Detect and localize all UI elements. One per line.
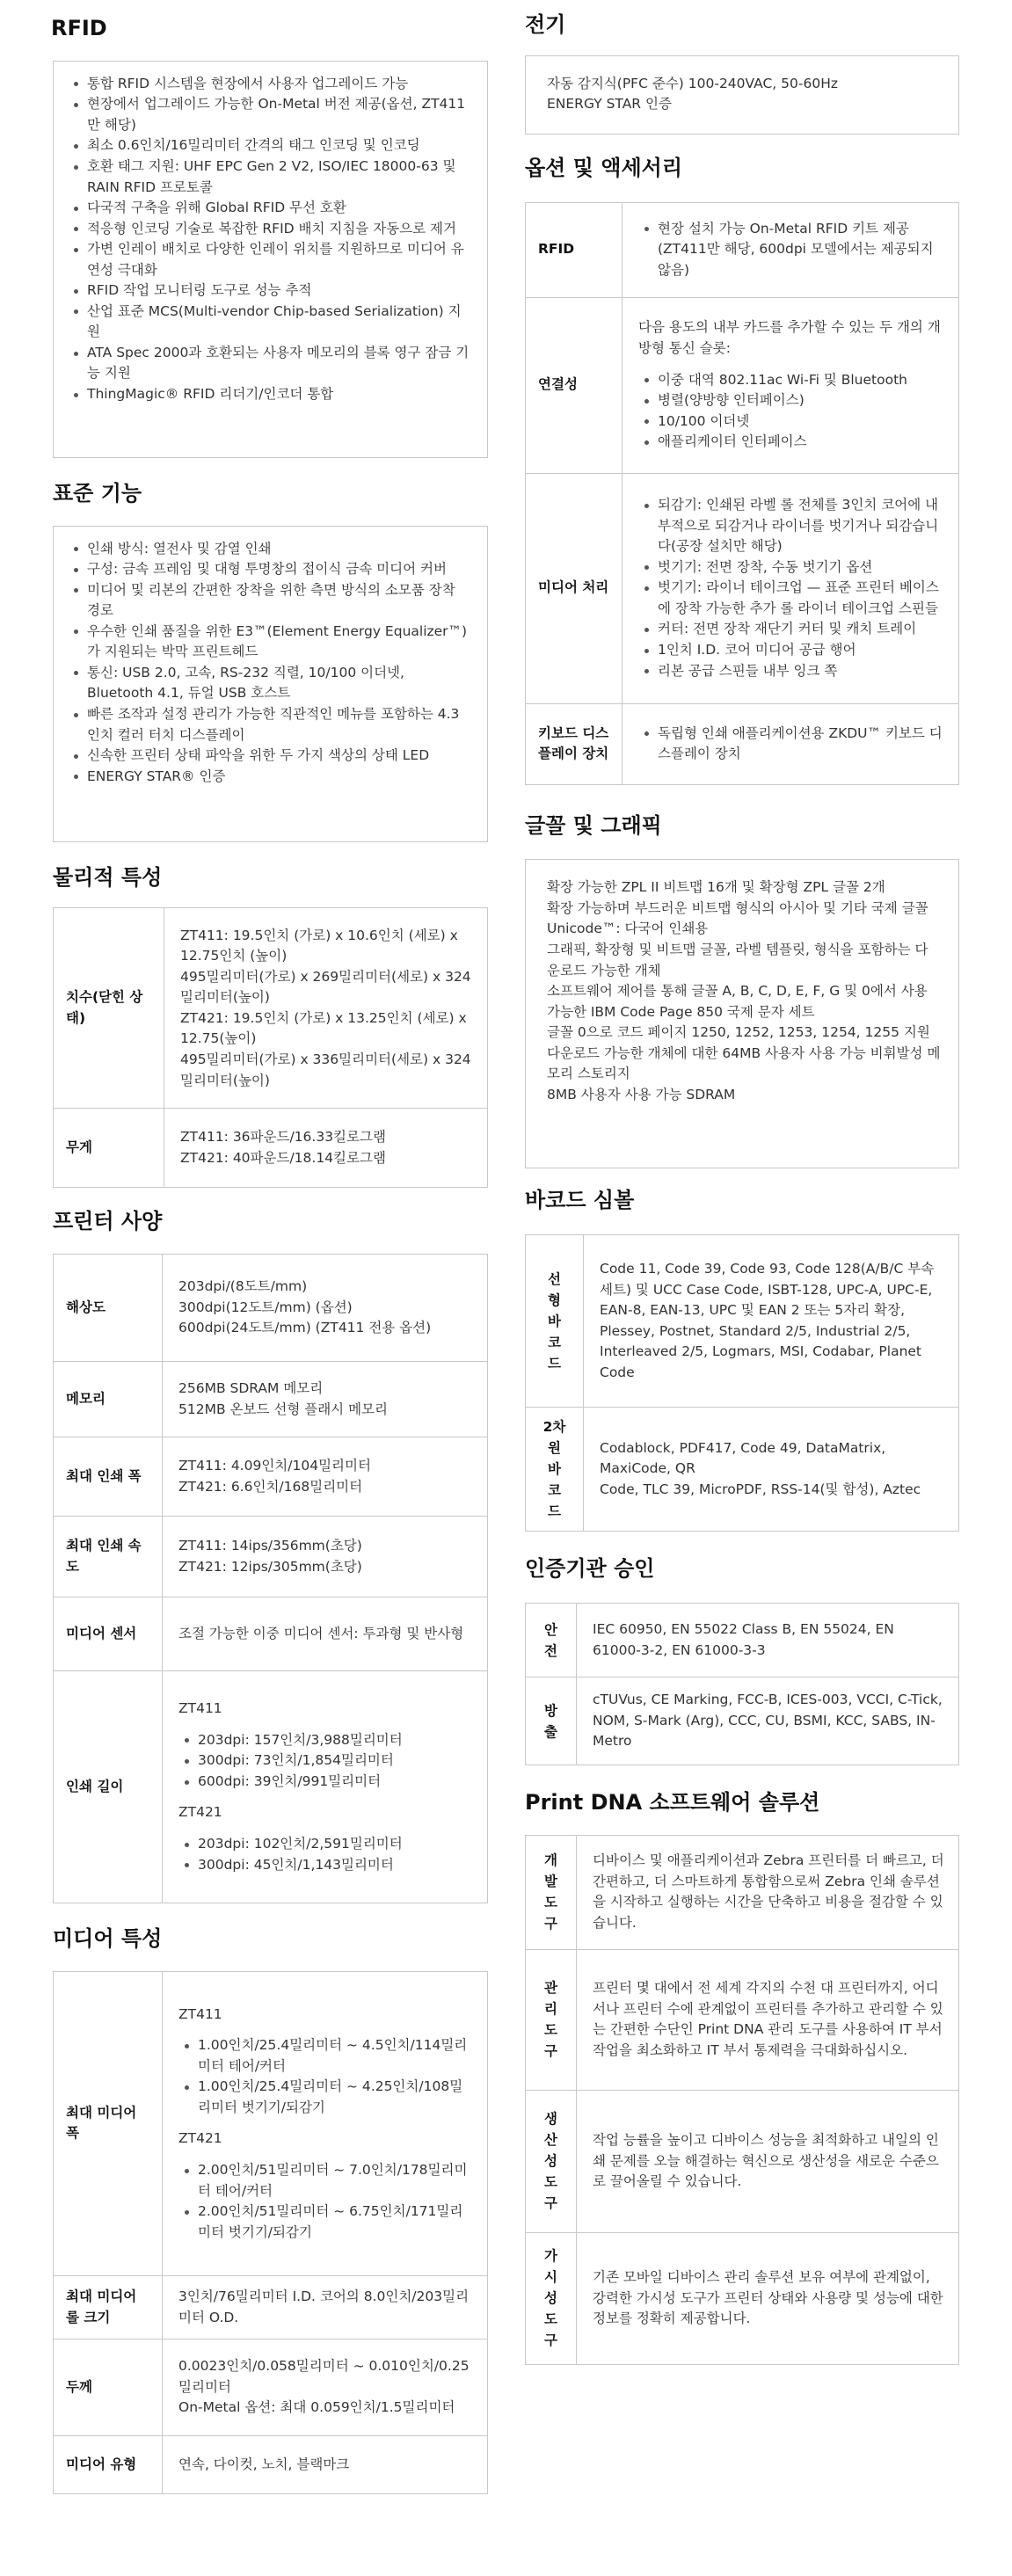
list-item: 커터: 전면 장착 재단기 커터 및 캐치 트레이: [638, 619, 946, 640]
spec-value-line: 600dpi(24도트/mm) (ZT411 전용 옵션): [178, 1320, 432, 1336]
list-item: ATA Spec 2000과 호환되는 사용자 메모리의 블록 영구 잠금 기능 지원: [68, 343, 470, 384]
list-item: 되감기: 인쇄된 라벨 롤 전체를 3인치 코어에 내부적으로 되감거나 라이너를 벗기거나 되감습니다(공장 설치만 해당): [638, 495, 946, 557]
spec-row: [526, 1604, 959, 1677]
section-title-cert: 인증기관 승인: [525, 1556, 655, 1582]
spec-key: 최대 인쇄 폭: [54, 1437, 163, 1517]
length-list-zt421: [178, 1834, 475, 1875]
spec-row: [54, 1109, 488, 1188]
list-item: 적응형 인코딩 기술로 복잡한 RFID 배치 지침을 자동으로 제거: [68, 219, 470, 240]
list-item: 최소 0.6인치/16밀리미터 간격의 태그 인코딩 및 인코딩: [68, 135, 470, 156]
options-table: [525, 202, 959, 785]
list-item: 이중 대역 802.11ac Wi-Fi 및 Bluetooth: [638, 370, 946, 391]
spec-key: 해상도: [54, 1255, 163, 1362]
text-line: 글꼴 0으로 코드 페이지 1250, 1252, 1253, 1254, 1255 지원: [547, 1024, 930, 1041]
spec-value-line: Code 11, Code 39, Code 93, Code 128(A/B/C 부속세트) 및 UCC Case Code, ISBT-128, UPC-A, UPC-E, EAN-8, EAN-13, UPC 및 EAN 2 또는 5자리 확장, Plessey, Postnet, Standard 2/5, Industrial 2/5, Interleaved 2/5, Logmars, MSI, Codabar, Planet Code: [600, 1261, 935, 1380]
list-item: RFID 작업 모니터링 도구로 성능 추적: [68, 280, 470, 302]
print-dna-table: [525, 1835, 959, 2365]
spec-value-line: 203dpi/(8도트/mm): [178, 1278, 308, 1295]
list-item: 구성: 금속 프레임 및 대형 투명창의 접이식 금속 미디어 커버: [68, 559, 470, 580]
spec-value-line: ZT421: 19.5인치 (가로) x 13.25인치 (세로) x 12.75(높이): [180, 1009, 467, 1047]
option-value: [622, 703, 959, 784]
list-item: 2.00인치/51밀리미터 ~ 7.0인치/178밀리미터 테어/커터: [178, 2160, 475, 2201]
spec-value: [577, 1835, 959, 1949]
barcode-table: [525, 1234, 959, 1532]
spec-value-line: ZT411: 19.5인치 (가로) x 10.6인치 (세로) x 12.75인치 (높이): [180, 927, 458, 964]
spec-row: [526, 1408, 959, 1532]
spec-row: [54, 2275, 488, 2339]
spec-row-print-length: [54, 1671, 488, 1903]
spec-value: [163, 1437, 488, 1517]
spec-value: [163, 1255, 488, 1362]
spec-key: 인쇄 길이: [54, 1671, 163, 1903]
text-line: ENERGY STAR 인증: [547, 96, 672, 113]
spec-key: 안전: [526, 1604, 577, 1677]
spec-row: [54, 1362, 488, 1437]
spec-value-line: 256MB SDRAM 메모리: [178, 1380, 324, 1397]
spec-value-line: ZT411: 14ips/356mm(초당): [178, 1538, 362, 1554]
spec-value-line: cTUVus, CE Marking, FCC-B, ICES-003, VCCI, C-Tick, NOM, S-Mark (Arg), CCC, CU, BSMI, KCC, SABS, IN-Metro: [593, 1692, 943, 1750]
section-title-media: 미디어 특성: [53, 1926, 163, 1952]
spec-value-line: On-Metal 옵션: 최대 0.059인치/1.5밀리미터: [178, 2399, 455, 2416]
physical-table: [53, 907, 488, 1188]
option-key: 키보드 디스플레이 장치: [526, 703, 622, 784]
spec-value-line: 0.0023인치/0.058밀리미터 ~ 0.010인치/0.25밀리미터: [178, 2358, 470, 2395]
rfid-list: [68, 74, 470, 405]
list-item: 현장에서 업그레이드 가능한 On-Metal 버전 제공(옵션, ZT411만 해당): [68, 94, 470, 135]
printer-specs-table: [53, 1254, 488, 1903]
spec-row: [54, 2340, 488, 2436]
spec-value-line: 495밀리미터(가로) x 336밀리미터(세로) x 324밀리미터(높이): [180, 1051, 471, 1088]
option-row-keyboard: [526, 703, 959, 784]
option-rfid-list: [638, 219, 946, 281]
spec-row: [526, 2232, 959, 2364]
list-item: 다국적 구축을 위해 Global RFID 무선 호환: [68, 198, 470, 219]
spec-value-line: 프린터 몇 대에서 전 세계 각지의 수천 대 프린터까지, 어디서나 프린터 수에 관계없이 프린터를 추가하고 관리할 수 있는 간편한 수단인 Print DNA 관리 도구를 사용하여 IT 부서 작업을 최소화하고 IT 부서 통제력을 극대화하십시오.: [593, 1980, 943, 2058]
section-title-printer-specs: 프린터 사양: [53, 1209, 163, 1234]
section-title-standard-features: 표준 기능: [53, 480, 142, 506]
list-item: 병렬(양방향 인터페이스): [638, 390, 946, 411]
spec-value: [577, 1949, 959, 2090]
spec-value: [163, 1362, 488, 1437]
list-item: 현장 설치 가능 On-Metal RFID 키트 제공(ZT411만 해당, 600dpi 모델에서는 제공되지 않음): [638, 219, 946, 281]
spec-row: [54, 1597, 488, 1671]
list-item: 벗기기: 라이너 테이크업 — 표준 프린터 베이스에 장착 가능한 추가 롤 라이너 테이크업 스핀들: [638, 578, 946, 619]
media-width-list-zt411: [178, 2035, 475, 2118]
cert-table: [525, 1603, 959, 1765]
list-item: 10/100 이더넷: [638, 411, 946, 433]
list-item: 독립형 인쇄 애플리케이션용 ZKDU™ 키보드 디스플레이 장치: [638, 724, 946, 765]
media-width-list-zt421: [178, 2160, 475, 2243]
spec-key: 생산성도구: [526, 2090, 577, 2232]
list-item: 빠른 조작과 설정 관리가 가능한 직관적인 메뉴를 포함하는 4.3인치 컬러 터치 디스플레이: [68, 704, 470, 746]
spec-value-line: 기존 모바일 디바이스 관리 솔루션 보유 여부에 관계없이, 강력한 가시성 도구가 프린터 상태와 사용량 및 성능에 대한 정보를 정확히 제공합니다.: [593, 2269, 943, 2327]
text-line: Unicode™: 다국어 인쇄용: [547, 921, 709, 937]
spec-value: [584, 1408, 959, 1532]
spec-value: [164, 908, 488, 1109]
list-item: 300dpi: 45인치/1,143밀리미터: [178, 1855, 475, 1876]
spec-value-line: 495밀리미터(가로) x 269밀리미터(세로) x 324밀리미터(높이): [180, 968, 471, 1006]
option-keyboard-list: [638, 724, 946, 765]
text-line: 다운로드 가능한 개체에 대한 64MB 사용자 사용 가능 비휘발성 메모리 스토리지: [547, 1044, 941, 1082]
list-item: 미디어 및 리본의 간편한 장착을 위한 측면 방식의 소모품 장착 경로: [68, 580, 470, 622]
text-line: 소프트웨어 제어를 통해 글꼴 A, B, C, D, E, F, G 및 0에서 사용 가능한 IBM Code Page 850 국제 문자 세트: [547, 983, 928, 1020]
spec-key: 두께: [54, 2340, 163, 2436]
model-label: ZT411: [178, 2005, 222, 2022]
list-item: 통신: USB 2.0, 고속, RS-232 직렬, 10/100 이더넷, Bluetooth 4.1, 듀얼 USB 호스트: [68, 663, 470, 704]
option-row-media-handling: [526, 473, 959, 703]
spec-row: [54, 2436, 488, 2494]
list-item: 1인치 I.D. 코어 미디어 공급 행어: [638, 640, 946, 661]
option-row-rfid: [526, 202, 959, 297]
list-item: 인쇄 방식: 열전사 및 감열 인쇄: [68, 539, 470, 560]
option-key: 연결성: [526, 297, 622, 473]
spec-value-line: ZT421: 6.6인치/168밀리미터: [178, 1478, 363, 1495]
spec-value: [163, 1671, 488, 1903]
section-title-physical: 물리적 특성: [53, 864, 163, 890]
spec-row: [54, 1517, 488, 1597]
list-item: 벗기기: 전면 장착, 수동 벗기기 옵션: [638, 557, 946, 579]
media-table: [53, 1971, 488, 2494]
option-key: RFID: [526, 202, 622, 297]
option-value: [622, 202, 959, 297]
option-connectivity-list: [638, 370, 946, 453]
spec-value-line: 300dpi(12도트/mm) (옵션): [178, 1299, 353, 1315]
spec-value-line: ZT411: 36파운드/16.33킬로그램: [180, 1129, 386, 1146]
spec-value: [164, 1109, 488, 1188]
list-item: 신속한 프린터 상태 파악을 위한 두 가지 색상의 상태 LED: [68, 746, 470, 767]
text-line: 확장 가능하며 부드러운 비트맵 형식의 아시아 및 기타 국제 글꼴: [547, 899, 928, 916]
spec-value-line: 조절 가능한 이중 미디어 센서: 투과형 및 반사형: [178, 1625, 464, 1641]
spec-value-line: ZT421: 40파운드/18.14킬로그램: [180, 1149, 386, 1166]
spec-value: [163, 2340, 488, 2436]
list-item: 1.00인치/25.4밀리미터 ~ 4.5인치/114밀리미터 테어/커터: [178, 2035, 475, 2077]
fonts-box: [525, 859, 959, 1168]
spec-key: 최대 인쇄 속도: [54, 1517, 163, 1597]
option-key: 미디어 처리: [526, 473, 622, 703]
text-line: 자동 감지식(PFC 준수) 100-240VAC, 50-60Hz: [547, 75, 838, 91]
spec-row: [54, 908, 488, 1109]
list-item: ThingMagic® RFID 리더기/인코더 통합: [68, 384, 470, 405]
section-title-power: 전기: [525, 12, 566, 37]
length-list-zt411: [178, 1730, 475, 1793]
list-item: 300dpi: 73인치/1,854밀리미터: [178, 1750, 475, 1772]
option-row-connectivity: [526, 297, 959, 473]
right-column: [525, 0, 959, 2365]
spec-key: 2차원 바코드: [526, 1408, 584, 1532]
list-item: 600dpi: 39인치/991밀리미터: [178, 1772, 475, 1793]
section-title-barcode: 바코드 심볼: [525, 1188, 635, 1213]
list-item: 산업 표준 MCS(Multi-vendor Chip-based Serialization) 지원: [68, 302, 470, 343]
spec-row: [526, 1235, 959, 1408]
spec-row-media-width: [54, 1971, 488, 2275]
spec-value-line: ZT421: 12ips/305mm(초당): [178, 1558, 362, 1575]
spec-key: 선형 바코드: [526, 1235, 584, 1408]
connectivity-intro: 다음 용도의 내부 카드를 추가할 수 있는 두 개의 개방형 통신 슬롯:: [638, 319, 941, 356]
section-title-print-dna: Print DNA 소프트웨어 솔루션: [525, 1790, 820, 1816]
spec-key: 미디어 유형: [54, 2436, 163, 2494]
list-item: 애플리케이터 인터페이스: [638, 432, 946, 453]
list-item: 가변 인레이 배치로 다양한 인레이 위치를 지원하므로 미디어 유연성 극대화: [68, 239, 470, 280]
spec-value: [163, 1517, 488, 1597]
spec-value: [577, 1604, 959, 1677]
spec-row: [526, 1835, 959, 1949]
power-box: [525, 55, 959, 135]
spec-value-line: 연속, 다이컷, 노치, 블랙마크: [178, 2456, 350, 2472]
rfid-box: [53, 61, 488, 458]
spec-key: 최대 미디어 폭: [54, 1971, 163, 2275]
spec-value: [577, 1677, 959, 1765]
spec-row: [54, 1437, 488, 1517]
model-label: ZT421: [178, 2130, 222, 2147]
spec-value-line: Codablock, PDF417, Code 49, DataMatrix, MaxiCode, QR: [600, 1439, 886, 1477]
section-title-options: 옵션 및 액세서리: [525, 155, 682, 180]
text-line: 그래픽, 확장형 및 비트맵 글꼴, 라벨 템플릿, 형식을 포함하는 다운로드 가능한 개체: [547, 942, 928, 979]
spec-key: 개발도구: [526, 1835, 577, 1949]
spec-value: [577, 2232, 959, 2364]
spec-row: [526, 2090, 959, 2232]
spec-value: [577, 2090, 959, 2232]
spec-key: 최대 미디어 롤 크기: [54, 2275, 163, 2339]
model-label: ZT411: [178, 1700, 222, 1717]
list-item: 통합 RFID 시스템을 현장에서 사용자 업그레이드 가능: [68, 74, 470, 95]
text-line: 8MB 사용자 사용 가능 SDRAM: [547, 1086, 736, 1102]
standard-features-list: [68, 539, 470, 788]
spec-value: [163, 2275, 488, 2339]
option-media-list: [638, 495, 946, 681]
option-value: [622, 473, 959, 703]
left-column: [53, 0, 488, 2494]
spec-value: [163, 1597, 488, 1671]
list-item: 리본 공급 스핀들 내부 잉크 쪽: [638, 661, 946, 682]
spec-row: [526, 1677, 959, 1765]
list-item: 호환 태그 지원: UHF EPC Gen 2 V2, ISO/IEC 18000-63 및 RAIN RFID 프로토콜: [68, 156, 470, 198]
spec-key: 무게: [54, 1109, 164, 1188]
section-title-fonts: 글꼴 및 그래픽: [525, 812, 662, 838]
option-value: [622, 297, 959, 473]
spec-value-line: 디바이스 및 애플리케이션과 Zebra 프린터를 더 빠르고, 더 간편하고, 더 스마트하게 통합함으로써 Zebra 인쇄 솔루션을 시작하고 실행하는 시간을 단축하고 비용을 절감할 수 있습니다.: [593, 1852, 944, 1931]
spec-value-line: 3인치/76밀리미터 I.D. 코어의 8.0인치/203밀리미터 O.D.: [178, 2288, 470, 2325]
spec-value-line: 512MB 온보드 선형 플래시 메모리: [178, 1401, 389, 1417]
spec-value: [163, 1971, 488, 2275]
list-item: 203dpi: 157인치/3,988밀리미터: [178, 1730, 475, 1751]
list-item: 203dpi: 102인치/2,591밀리미터: [178, 1834, 475, 1855]
spec-row: [54, 1255, 488, 1362]
spec-value-line: Code, TLC 39, MicroPDF, RSS-14(및 합성), Aztec: [600, 1481, 921, 1497]
text-line: 확장 가능한 ZPL II 비트맵 16개 및 확장형 ZPL 글꼴 2개: [547, 879, 885, 896]
spec-key: 방출: [526, 1677, 577, 1765]
spec-key: 미디어 센서: [54, 1597, 163, 1671]
model-label: ZT421: [178, 1804, 222, 1821]
list-item: 2.00인치/51밀리미터 ~ 6.75인치/171밀리미터 벗기기/되감기: [178, 2201, 475, 2243]
spec-value-line: IEC 60950, EN 55022 Class B, EN 55024, EN 61000-3-2, EN 61000-3-3: [593, 1621, 894, 1658]
spec-value-line: 작업 능률을 높이고 디바이스 성능을 최적화하고 내일의 인쇄 문제를 오늘 해결하는 혁신으로 생산성을 새로운 수준으로 끌어올릴 수 있습니다.: [593, 2132, 939, 2190]
spec-key: 관리도구: [526, 1949, 577, 2090]
spec-key: 가시성도구: [526, 2232, 577, 2364]
spec-key: 치수(닫힌 상태): [54, 908, 164, 1109]
spec-value-line: ZT411: 4.09인치/104밀리미터: [178, 1458, 371, 1474]
spec-key: 메모리: [54, 1362, 163, 1437]
section-title-rfid: RFID: [51, 16, 107, 40]
list-item: 우수한 인쇄 품질을 위한 E3™(Element Energy Equalizer™)가 지원되는 박막 프린트헤드: [68, 622, 470, 663]
standard-features-box: [53, 526, 488, 842]
spec-value: [584, 1235, 959, 1408]
spec-row: [526, 1949, 959, 2090]
list-item: 1.00인치/25.4밀리미터 ~ 4.25인치/108밀리미터 벗기기/되감기: [178, 2077, 475, 2118]
spec-value: [163, 2436, 488, 2494]
list-item: ENERGY STAR® 인증: [68, 767, 470, 788]
